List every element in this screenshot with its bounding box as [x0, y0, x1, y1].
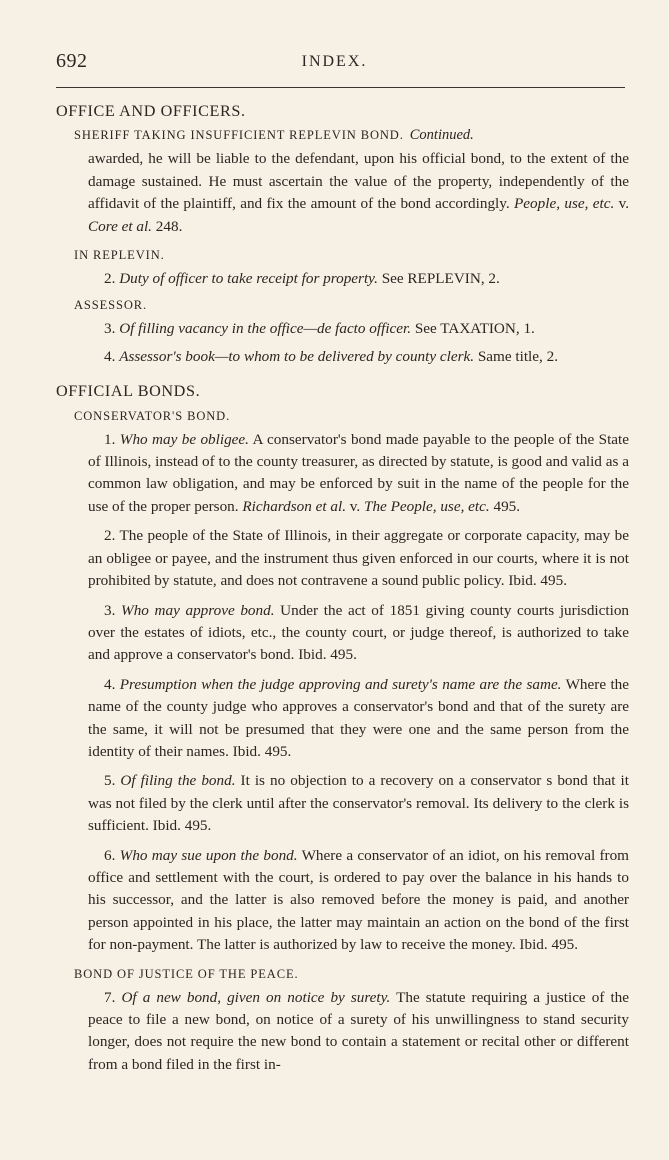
- entry-number: 6.: [104, 846, 116, 864]
- heading-office-and-officers: OFFICE AND OFFICERS.: [56, 102, 246, 120]
- entry-number: 2.: [104, 270, 116, 288]
- sheriff-text: awarded, he will be liable to the defendant, upon his official bond, to the extent of the damage sustained. He must ascertain the value of the property, independently of the affidavit of the plaintiff, and fix the amount of the bond accordingly.: [88, 150, 629, 213]
- entry-lead: Of filing the bond.: [120, 772, 236, 790]
- entry-number: 4.: [104, 675, 116, 693]
- entry-number: 3.: [104, 320, 116, 338]
- entry-text: The statute requiring a justice of the peace to file a new bond, on notice of a surety of his unwillingness to stand security longer, does not require the new bond to contain a statement or recital other or different from a bond filed in the first in-: [88, 988, 629, 1073]
- entry-number: 2.: [104, 527, 116, 545]
- entry-number: 4.: [104, 347, 116, 365]
- entry-lead: Duty of officer to take receipt for property.: [119, 270, 378, 288]
- sheriff-cite-v: v.: [618, 195, 630, 213]
- sheriff-cite-page: 248.: [155, 217, 183, 235]
- entry-cite-party1: Richardson et al.: [242, 497, 346, 515]
- entry-crossref: See TAXATION, 1.: [414, 320, 535, 338]
- entry-cite-page: 495.: [493, 497, 521, 515]
- entry-lead: Presumption when the judge approving and surety's name are the same.: [119, 675, 562, 693]
- entry-bond-7: [88, 987, 629, 1077]
- sheriff-paragraph: [88, 148, 629, 238]
- entry-number: 7.: [104, 988, 116, 1006]
- entry-cite-v: v.: [349, 497, 361, 515]
- page-number: 692: [56, 50, 88, 72]
- continued-label: Continued.: [409, 127, 474, 144]
- entry-lead: Who may approve bond.: [121, 601, 275, 619]
- sheriff-cite-party2: Core et al.: [88, 217, 152, 235]
- entry-text: The people of the State of Illinois, in their aggregate or corporate capacity, may be an obligee or payee, and the instrument thus given enforced in our courts, where it is not prohibited by statute, and does not contravene a sound public policy. Ibid. 495.: [88, 527, 629, 590]
- entry-lead: Who may be obligee.: [119, 430, 249, 448]
- subheading-replevin: IN REPLEVIN.: [74, 248, 165, 263]
- entry-assessor-3: [88, 318, 629, 340]
- entry-bond-5: [88, 770, 629, 837]
- entry-bond-3: [88, 600, 629, 667]
- entry-lead: Of a new bond, given on notice by surety.: [121, 988, 391, 1006]
- entry-bond-2: [88, 525, 629, 592]
- entry-text: Under the act of 1851 giving county courts jurisdiction over the estates of idiots, etc., the county court, or judge thereof, is authorized to take and approve a conservator's bond. Ibid. 495.: [88, 601, 630, 664]
- subheading-justice-bond: BOND OF JUSTICE OF THE PEACE.: [74, 966, 299, 981]
- entry-assessor-4: [88, 346, 629, 368]
- entry-text: A conservator's bond made payable to the people of the State of Illinois, instead of to the county treasurer, as directed by statute, is good and valid as a common law obligation, and may be enforced by suit in the name of the people for the use of the proper person.: [88, 430, 630, 515]
- entry-text: Where the name of the county judge who approves a conservator's bond and that of the surety are the same, it will not be presumed that they were one and the same person from the identity of their names. Ibid. 495.: [88, 675, 629, 760]
- entry-cite-party2: The People, use, etc.: [364, 497, 490, 515]
- running-head: INDEX.: [301, 53, 368, 70]
- subheading-assessor: ASSESSOR.: [74, 298, 148, 313]
- entry-lead: Of filling vacancy in the office—de facto officer.: [119, 320, 412, 338]
- entry-text: Where a conservator of an idiot, on his removal from office and settlement with the court, is ordered to pay over the balance in his hands to his successor, and the latter is also removed before the money is paid, and another person appointed in his place, the latter may maintain an action on the bond of the first for non-payment. The latter is authorized by law to receive the money. Ibid. 495.: [88, 846, 629, 954]
- entry-bond-4: [88, 674, 629, 764]
- entry-number: 3.: [104, 601, 116, 619]
- entry-crossref: See REPLEVIN, 2.: [381, 270, 500, 288]
- entry-replevin-2: [88, 268, 629, 290]
- entry-number: 5.: [104, 772, 116, 790]
- entry-text: It is no objection to a recovery on a conservator s bond that it was not filed by the clerk until after the conservator's removal. Its delivery to the clerk is sufficient. Ibid. 495.: [88, 772, 629, 835]
- subheading-sheriff: [74, 125, 629, 146]
- sheriff-cite-party1: People, use, etc.: [514, 195, 615, 213]
- entry-lead: Assessor's book—to whom to be delivered by county clerk.: [119, 347, 475, 365]
- page-header: [56, 50, 613, 78]
- index-content: [56, 96, 629, 1083]
- entry-lead: Who may sue upon the bond.: [119, 846, 298, 864]
- entry-bond-6: [88, 845, 629, 957]
- header-rule: [56, 87, 625, 88]
- entry-bond-1: [88, 429, 629, 519]
- entry-number: 1.: [104, 430, 116, 448]
- entry-crossref: Same title, 2.: [477, 347, 559, 365]
- subheading-sheriff-label: SHERIFF TAKING INSUFFICIENT REPLEVIN BOND.: [74, 128, 404, 143]
- heading-official-bonds: OFFICIAL BONDS.: [56, 382, 201, 401]
- subheading-conservator: CONSERVATOR'S BOND.: [74, 408, 231, 423]
